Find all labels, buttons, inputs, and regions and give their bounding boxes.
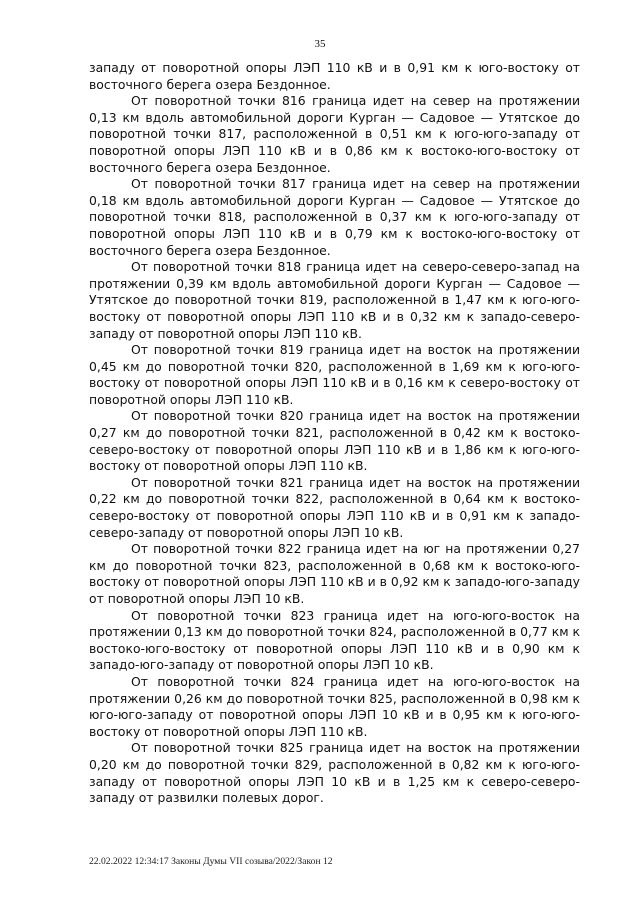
paragraph-point-825: От поворотной точки 825 граница идет на восток на протяжении 0,20 км до поворотной точки 829, расположенной в 0,82 км к юго-юго-западу от поворотной опоры ЛЭП 10 кВ и в 1,25 км к северо-северо-западу от развилки полевых дорог. bbox=[89, 740, 580, 806]
paragraph-point-823: От поворотной точки 823 граница идет на юго-юго-восток на протяжении 0,13 км до поворотной точки 824, расположенной в 0,77 км к востоко-юго-востоку от поворотной опоры ЛЭП 110 кВ и в 0,90 км к западо-юго-западу от поворотной опоры ЛЭП 10 кВ. bbox=[89, 607, 580, 673]
paragraph-point-817: От поворотной точки 817 граница идет на север на протяжении 0,18 км вдоль автомобильной дороги Курган — Садовое — Утятское до поворотной точки 818, расположенной в 0,37 км к юго-юго-западу от поворотной опоры ЛЭП 110 кВ и в 0,79 км к востоко-юго-востоку от восточного берега озера Бездонное. bbox=[89, 176, 580, 258]
paragraph-point-818: От поворотной точки 818 граница идет на северо-северо-запад на протяжении 0,39 км вдоль автомобильной дороги Курган — Садовое — Утятское до поворотной точки 819, расположенной в 1,47 км к юго-юго-востоку от поворотной опоры ЛЭП 110 кВ и в 0,32 км к западо-северо-западу от поворотной опоры ЛЭП 110 кВ. bbox=[89, 259, 580, 341]
paragraph-point-816: От поворотной точки 816 граница идет на север на протяжении 0,13 км вдоль автомобильной дороги Курган — Садовое — Утятское до поворотной точки 817, расположенной в 0,51 км к юго-юго-западу от поворотной опоры ЛЭП 110 кВ и в 0,86 км к востоко-юго-востоку от восточного берега озера Бездонное. bbox=[89, 93, 580, 175]
paragraph-point-824: От поворотной точки 824 граница идет на юго-юго-восток на протяжении 0,26 км до поворотной точки 825, расположенной в 0,98 км к юго-юго-западу от поворотной опоры ЛЭП 10 кВ и в 0,95 км к юго-юго-востоку от поворотной опоры ЛЭП 110 кВ. bbox=[89, 673, 580, 739]
paragraph-point-822: От поворотной точки 822 граница идет на юг на протяжении 0,27 км до поворотной точки 823, расположенной в 0,68 км к востоко-юго-востоку от поворотной опоры ЛЭП 110 кВ и в 0,92 км к западо-юго-западу от поворотной опоры ЛЭП 10 кВ. bbox=[89, 541, 580, 606]
paragraph-point-821: От поворотной точки 821 граница идет на восток на протяжении 0,22 км до поворотной точки 822, расположенной в 0,64 км к востоко-северо-востоку от поворотной опоры ЛЭП 110 кВ и в 0,91 км к западо-северо-западу от поворотной опоры ЛЭП 10 кВ. bbox=[89, 474, 580, 540]
page-number: 35 bbox=[314, 38, 326, 50]
paragraph-continuation: западу от поворотной опоры ЛЭП 110 кВ и в 0,91 км к юго-востоку от восточного берега озера Бездонное. bbox=[89, 60, 580, 92]
paragraph-point-820: От поворотной точки 820 граница идет на восток на протяжении 0,27 км до поворотной точки 821, расположенной в 0,42 км к востоко-северо-востоку от поворотной опоры ЛЭП 110 кВ и в 1,86 км к юго-юго-востоку от поворотной опоры ЛЭП 110 кВ. bbox=[89, 408, 580, 474]
document-body bbox=[89, 60, 580, 807]
paragraph-point-819: От поворотной точки 819 граница идет на восток на протяжении 0,45 км до поворотной точки 820, расположенной в 1,69 км к юго-юго-востоку от поворотной опоры ЛЭП 110 кВ и в 0,16 км к северо-востоку от поворотной опоры ЛЭП 110 кВ. bbox=[89, 342, 580, 407]
document-footer: 22.02.2022 12:34:17 Законы Думы VII созыва/2022/Закон 12 bbox=[89, 856, 333, 867]
